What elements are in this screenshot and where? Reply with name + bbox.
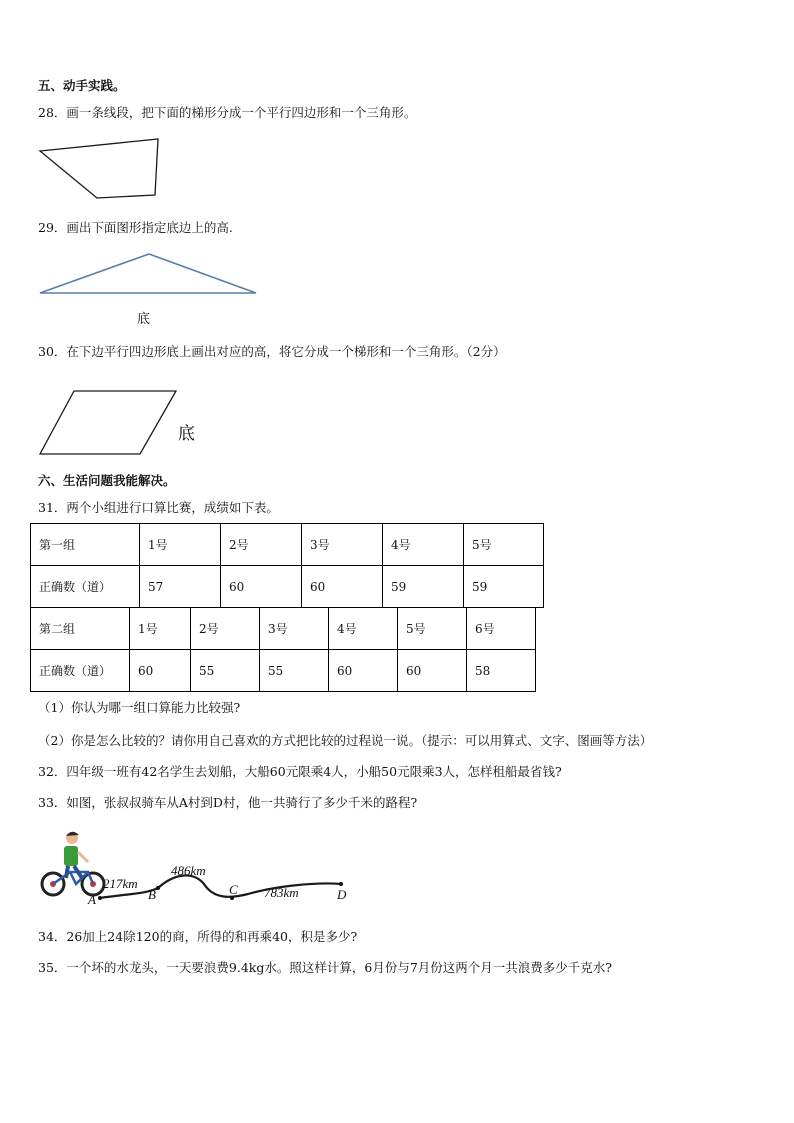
table-cell: 1号 [130,608,191,650]
table-cell: 3号 [260,608,329,650]
label-bc: 486km [171,863,206,878]
table-cell: 60 [130,650,191,692]
point-a-marker [98,896,102,900]
table-cell: 60 [329,650,398,692]
table-cell: 5号 [398,608,467,650]
triangle-figure [36,250,262,298]
table-cell: 57 [140,566,221,608]
table-cell: 6号 [467,608,536,650]
table-cell: 正确数（道） [31,566,140,608]
question-33: 33．如图，张叔叔骑车从A村到D村，他一共骑行了多少千米的路程? [38,795,418,810]
table-cell: 55 [191,650,260,692]
table-cell: 60 [221,566,302,608]
parallelogram-shape [40,391,176,454]
point-b-marker [156,886,160,890]
question-28: 28．画一条线段，把下面的梯形分成一个平行四边形和一个三角形。 [38,105,417,120]
question-31-sub1: （1）你认为哪一组口算能力比较强? [38,700,241,715]
table-row [31,524,544,566]
section6-title: 六、生活问题我能解决。 [38,473,176,488]
table-cell: 第二组 [31,608,130,650]
table-cell: 59 [464,566,544,608]
table-cell: 5号 [464,524,544,566]
question-34: 34．26加上24除120的商，所得的和再乘40，积是多少? [38,929,358,944]
point-d-marker [339,882,343,886]
question-31: 31．两个小组进行口算比赛，成绩如下表。 [38,500,279,515]
table-cell: 55 [260,650,329,692]
group2-table [30,607,536,692]
cyclist-icon [42,832,104,895]
table-row [31,566,544,608]
table-cell: 4号 [329,608,398,650]
table-cell: 正确数（道） [31,650,130,692]
label-c: C [229,882,238,897]
table-cell: 60 [302,566,383,608]
question-31-sub2: （2）你是怎么比较的？请你用自己喜欢的方式把比较的过程说一说。（提示：可以用算式、文字、图画等方法） [38,733,653,748]
parallelogram-figure [38,388,180,458]
group1-table [30,523,544,608]
question-30: 30．在下边平行四边形底上画出对应的高，将它分成一个梯形和一个三角形。（2分） [38,344,506,359]
trapezoid-figure [36,134,162,200]
table-cell: 58 [467,650,536,692]
table-cell: 2号 [191,608,260,650]
question-32: 32．四年级一班有42名学生去划船，大船60元限乘4人，小船50元限乘3人，怎样租船最省钱? [38,764,562,779]
table-cell: 2号 [221,524,302,566]
table-cell: 59 [383,566,464,608]
label-ab: 217km [103,876,138,891]
label-d: D [337,887,347,902]
table-cell: 3号 [302,524,383,566]
triangle-base-label: 底 [137,312,151,327]
table-row [31,650,536,692]
table-cell: 4号 [383,524,464,566]
label-b: B [148,887,156,902]
trapezoid-shape [40,139,158,198]
section5-title: 五、动手实践。 [38,78,126,93]
question-35: 35．一个坏的水龙头，一天要浪费9.4kg水。照这样计算，6月份与7月份这两个月一共浪费多少千克水? [38,960,612,975]
table-cell: 第一组 [31,524,140,566]
table-cell: 1号 [140,524,221,566]
question-29: 29．画出下面图形指定底边上的高. [38,220,233,235]
table-row [31,608,536,650]
label-cd: 783km [264,885,299,900]
triangle-shape [40,254,256,293]
route-figure [36,826,366,908]
label-a: A [88,892,96,907]
parallelogram-base-label: 底 [178,424,195,444]
table-cell: 60 [398,650,467,692]
